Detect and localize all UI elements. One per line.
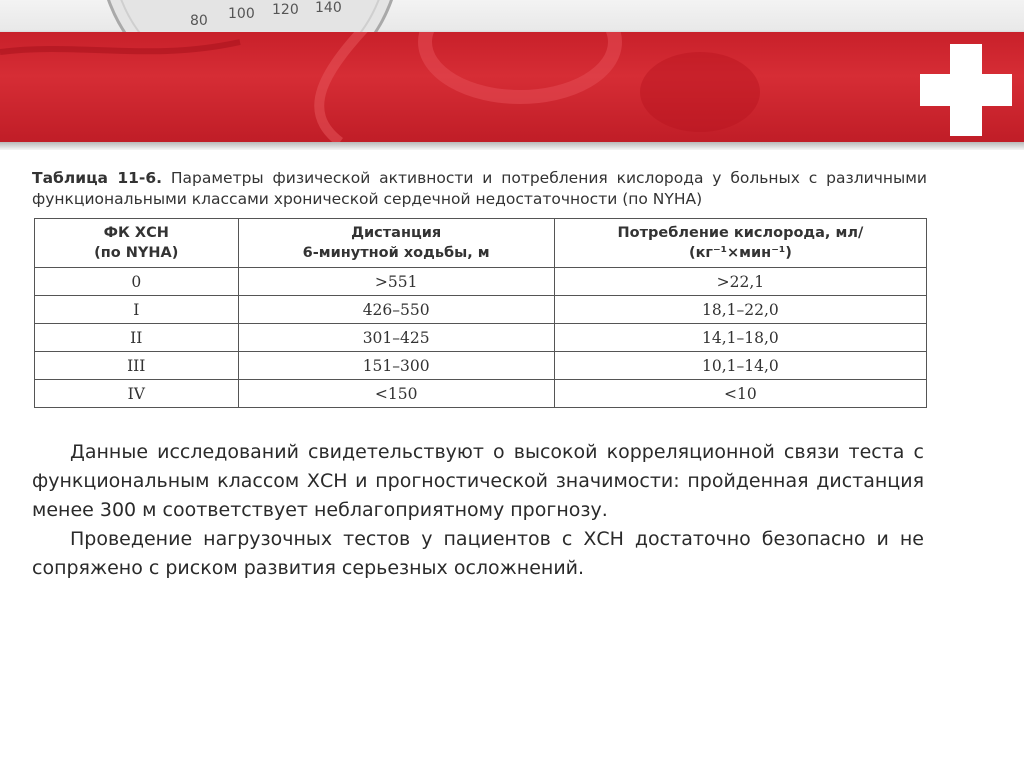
header-line: ФК ХСН — [103, 225, 169, 241]
cell-oxygen: 10,1–14,0 — [554, 352, 926, 380]
cell-distance: 301–425 — [238, 324, 554, 352]
cell-class: II — [35, 324, 239, 352]
cell-class: 0 — [35, 268, 239, 296]
header-line: (по NYHA) — [94, 245, 179, 261]
table-row — [35, 352, 927, 380]
header-line: Потребление кислорода, мл/ — [617, 225, 864, 241]
table-caption-text: Параметры физической активности и потребления кислорода у больных с различными функциональными классами хронической сердечной недостаточности (по NYHA) — [32, 169, 927, 208]
header-line: Дистанция — [351, 225, 442, 241]
header-fk — [35, 219, 239, 268]
cell-distance: 426–550 — [238, 296, 554, 324]
header-oxygen — [554, 219, 926, 268]
table-caption-label: Таблица 11-6. — [32, 169, 162, 187]
stethoscope-decoration — [0, 32, 1024, 142]
medical-cross-icon — [920, 44, 1012, 136]
nyha-table — [34, 218, 927, 408]
gauge-tick-label: 80 — [190, 13, 208, 29]
table-row — [35, 268, 927, 296]
table-row — [35, 380, 927, 408]
cell-class: IV — [35, 380, 239, 408]
cell-distance: <150 — [238, 380, 554, 408]
table-row — [35, 296, 927, 324]
header-line: (кг⁻¹×мин⁻¹) — [688, 245, 792, 261]
cell-distance: 151–300 — [238, 352, 554, 380]
cell-oxygen: 14,1–18,0 — [554, 324, 926, 352]
header-distance — [238, 219, 554, 268]
table-row — [35, 324, 927, 352]
header-banner — [0, 0, 1024, 150]
cell-oxygen: >22,1 — [554, 268, 926, 296]
red-band — [0, 32, 1024, 142]
page-content — [32, 168, 932, 583]
banner-shade — [0, 142, 1024, 150]
paragraph: Данные исследований свидетельствуют о высокой корреляционной связи теста с функциональным классом ХСН и прогностической значимости: пройденная дистанция менее 300 м соответствует неблагоприятному прогнозу. — [32, 441, 924, 521]
table-header-row — [35, 219, 927, 268]
cell-oxygen: 18,1–22,0 — [554, 296, 926, 324]
paragraph: Проведение нагрузочных тестов у пациентов с ХСН достаточно безопасно и не сопряжено с риском развития серьезных осложнений. — [32, 528, 924, 579]
gauge-tick-label: 140 — [315, 0, 342, 16]
header-line: 6-минутной ходьбы, м — [302, 245, 490, 261]
cell-class: I — [35, 296, 239, 324]
table-caption — [32, 168, 927, 210]
cell-distance: >551 — [238, 268, 554, 296]
body-text — [32, 438, 924, 583]
cell-oxygen: <10 — [554, 380, 926, 408]
gauge-tick-label: 100 — [228, 6, 255, 22]
gauge-tick-label: 120 — [272, 2, 299, 18]
cell-class: III — [35, 352, 239, 380]
